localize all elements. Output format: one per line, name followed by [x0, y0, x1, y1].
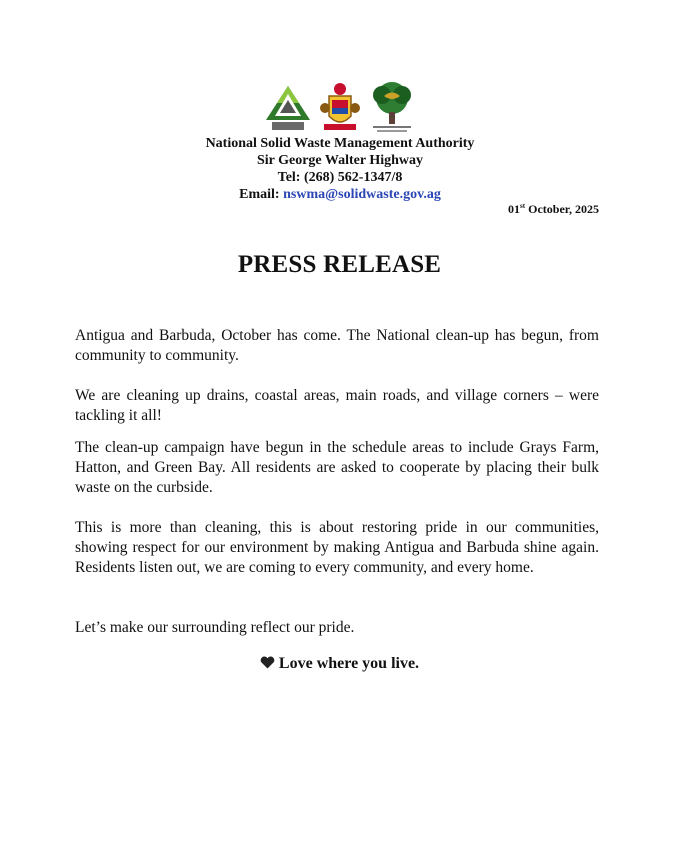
paragraph: Let’s make our surrounding reflect our pride.	[75, 619, 355, 636]
paragraph: Antigua and Barbuda, October has come. The National clean-up has begun, from community to community.	[75, 327, 599, 364]
email-label: Email:	[239, 187, 284, 202]
paragraph: The clean-up campaign have begun in the schedule areas to include Grays Farm, Hatton, and Green Bay. All residents are asked to cooperate by placing their bulk waste on the curbside.	[75, 439, 599, 496]
letterhead	[120, 135, 560, 203]
date-suffix: st	[520, 202, 526, 210]
release-date	[508, 202, 599, 217]
date-day: 01	[508, 202, 521, 216]
closing-line	[0, 655, 679, 673]
nswma-logo	[262, 80, 314, 134]
date-rest: October, 2025	[525, 202, 599, 216]
black-heart-icon	[260, 656, 275, 669]
coat-of-arms	[318, 80, 362, 134]
closing-text: Love where you live.	[278, 655, 420, 672]
page-title: PRESS RELEASE	[237, 251, 442, 278]
email-link[interactable]: nswma@solidwaste.gov.ag	[283, 187, 441, 202]
org-email-line	[120, 186, 560, 203]
tree-emblem	[365, 80, 419, 134]
org-tel: Tel: (268) 562-1347/8	[277, 170, 403, 185]
logo-row	[262, 80, 422, 136]
org-address: Sir George Walter Highway	[256, 153, 424, 168]
org-name: National Solid Waste Management Authority	[205, 136, 475, 151]
paragraph: We are cleaning up drains, coastal areas, main roads, and village corners – were tackling it all!	[75, 387, 599, 424]
paragraph: This is more than cleaning, this is about restoring pride in our communities, showing respect for our environment by making Antigua and Barbuda shine again. Residents listen out, we are coming to every community, and every home.	[75, 519, 599, 576]
